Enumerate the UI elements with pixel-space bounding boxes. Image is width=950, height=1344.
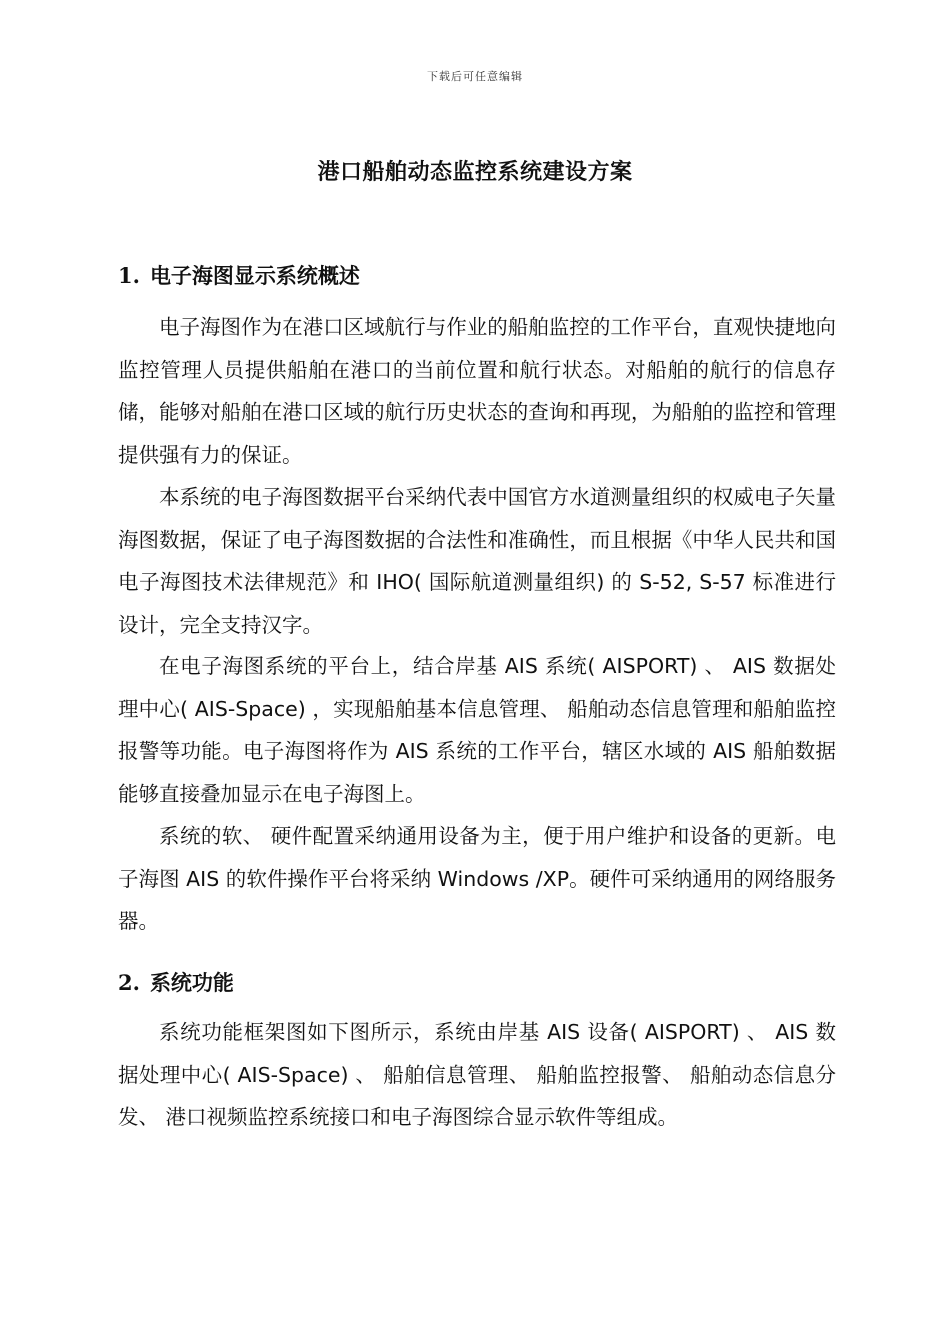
section-1-paragraph-2: 本系统的电子海图数据平台采纳代表中国官方水道测量组织的权威电子矢量海图数据，保证了电子海图数据的合法性和准确性，而且根据《中华人民共和国电子海图技术法律规范》和 IHO( 国际航道测量组织) 的 S-52, S-57 标准进行设计，完全支持汉字。 [118,485,836,637]
section-1-paragraph-3: 在电子海图系统的平台上，结合岸基 AIS 系统( AISPORT) 、 AIS 数据处理中心( AIS-Space) ，实现船舶基本信息管理、 船舶动态信息管理和船舶监控报警等功能。电子海图将作为 AIS 系统的工作平台，辖区水域的 AIS 船舶数据能够直接叠加显示在电子海图上。 [118,654,836,806]
section-2-heading-text: 系统功能 [149,971,234,995]
section-1-heading [118,260,360,290]
section-1-paragraph-4: 系统的软、 硬件配置采纳通用设备为主，便于用户维护和设备的更新。电子海图 AIS 的软件操作平台将采纳 Windows /XP。硬件可采纳通用的网络服务器。 [118,824,836,933]
section-1-number: 1. [118,263,140,288]
section-1-paragraph-1: 电子海图作为在港口区域航行与作业的船舶监控的工作平台，直观快捷地向监控管理人员提供船舶在港口的当前位置和航行状态。对船舶的航行的信息存储，能够对船舶在港口区域的航行历史状态的查询和再现，为船舶的监控和管理提供强有力的保证。 [118,315,836,467]
document-title: 港口船舶动态监控系统建设方案 [317,160,633,185]
section-2-heading [118,967,234,997]
section-1-heading-text: 电子海图显示系统概述 [149,264,360,288]
section-2-paragraph-1: 系统功能框架图如下图所示，系统由岸基 AIS 设备( AISPORT) 、 AIS 数据处理中心( AIS-Space) 、 船舶信息管理、 船舶监控报警、 船舶动态信息分发、 港口视频监控系统接口和电子海图综合显示软件等组成。 [118,1020,836,1129]
section-2-number: 2. [118,970,140,995]
header-watermark: 下载后可任意编辑 [427,70,523,83]
